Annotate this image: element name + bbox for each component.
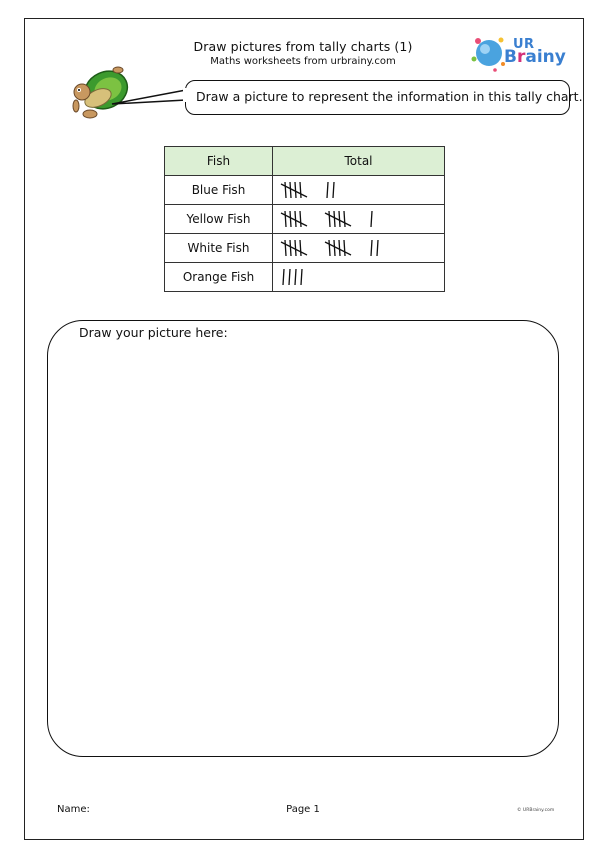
tally-stroke	[295, 211, 296, 227]
tally-stroke	[285, 182, 286, 198]
tally-row	[165, 234, 445, 263]
tally-stroke	[300, 211, 301, 227]
fish-name: Yellow Fish	[165, 205, 273, 234]
tally-stroke	[301, 269, 302, 285]
tally-stroke	[344, 211, 345, 227]
tally-stroke	[344, 240, 345, 256]
bubble-tail-cover	[183, 88, 189, 102]
tally-stroke	[295, 240, 296, 256]
tally-stroke	[334, 211, 335, 227]
tally-stroke	[333, 182, 334, 198]
tally-table	[164, 146, 445, 292]
tally-stroke	[334, 240, 335, 256]
tally-stroke	[371, 240, 372, 256]
tally-stroke	[290, 240, 291, 256]
instruction-text: Draw a picture to represent the information in this tally chart.	[196, 89, 583, 104]
tally-stroke	[327, 182, 328, 198]
tally-marks	[273, 263, 445, 292]
logo-letters-ainy: ainy	[525, 47, 566, 67]
tally-stroke	[339, 240, 340, 256]
tally-stroke	[339, 211, 340, 227]
column-header-total: Total	[273, 147, 445, 176]
tally-marks-drawing	[279, 266, 429, 288]
tally-stroke	[300, 182, 301, 198]
tally-stroke	[285, 240, 286, 256]
tally-marks-drawing	[279, 237, 429, 259]
fish-name: Blue Fish	[165, 176, 273, 205]
tally-stroke	[295, 182, 296, 198]
tally-row	[165, 205, 445, 234]
logo-text-ur: UR	[513, 37, 535, 52]
tally-stroke	[285, 211, 286, 227]
drawing-area[interactable]	[47, 320, 559, 757]
tally-row	[165, 176, 445, 205]
tally-stroke	[289, 269, 290, 285]
tally-marks	[273, 176, 445, 205]
tally-stroke	[295, 269, 296, 285]
tally-header-row	[165, 147, 445, 176]
logo-letter-r: r	[516, 47, 526, 67]
fish-name: White Fish	[165, 234, 273, 263]
worksheet-subtitle: Maths worksheets from urbrainy.com	[210, 56, 396, 67]
logo-text-brainy	[504, 47, 566, 67]
tally-marks-drawing	[279, 208, 429, 230]
column-header-fish: Fish	[165, 147, 273, 176]
tally-marks	[273, 234, 445, 263]
tally-stroke	[329, 240, 330, 256]
tally-stroke	[290, 182, 291, 198]
copyright-text: © URBrainy.com	[517, 808, 555, 813]
tally-marks	[273, 205, 445, 234]
name-label: Name:	[57, 804, 90, 815]
drawing-area-label: Draw your picture here:	[79, 325, 228, 340]
fish-name: Orange Fish	[165, 263, 273, 292]
tally-stroke	[290, 211, 291, 227]
tally-row	[165, 263, 445, 292]
worksheet-title: Draw pictures from tally charts (1)	[193, 39, 413, 54]
page-number: Page 1	[286, 804, 320, 815]
tally-stroke	[377, 240, 378, 256]
tally-stroke	[283, 269, 284, 285]
tally-stroke	[300, 240, 301, 256]
tally-stroke	[371, 211, 372, 227]
logo-letter-b: B	[504, 47, 517, 67]
tally-marks-drawing	[279, 179, 429, 201]
tally-stroke	[329, 211, 330, 227]
